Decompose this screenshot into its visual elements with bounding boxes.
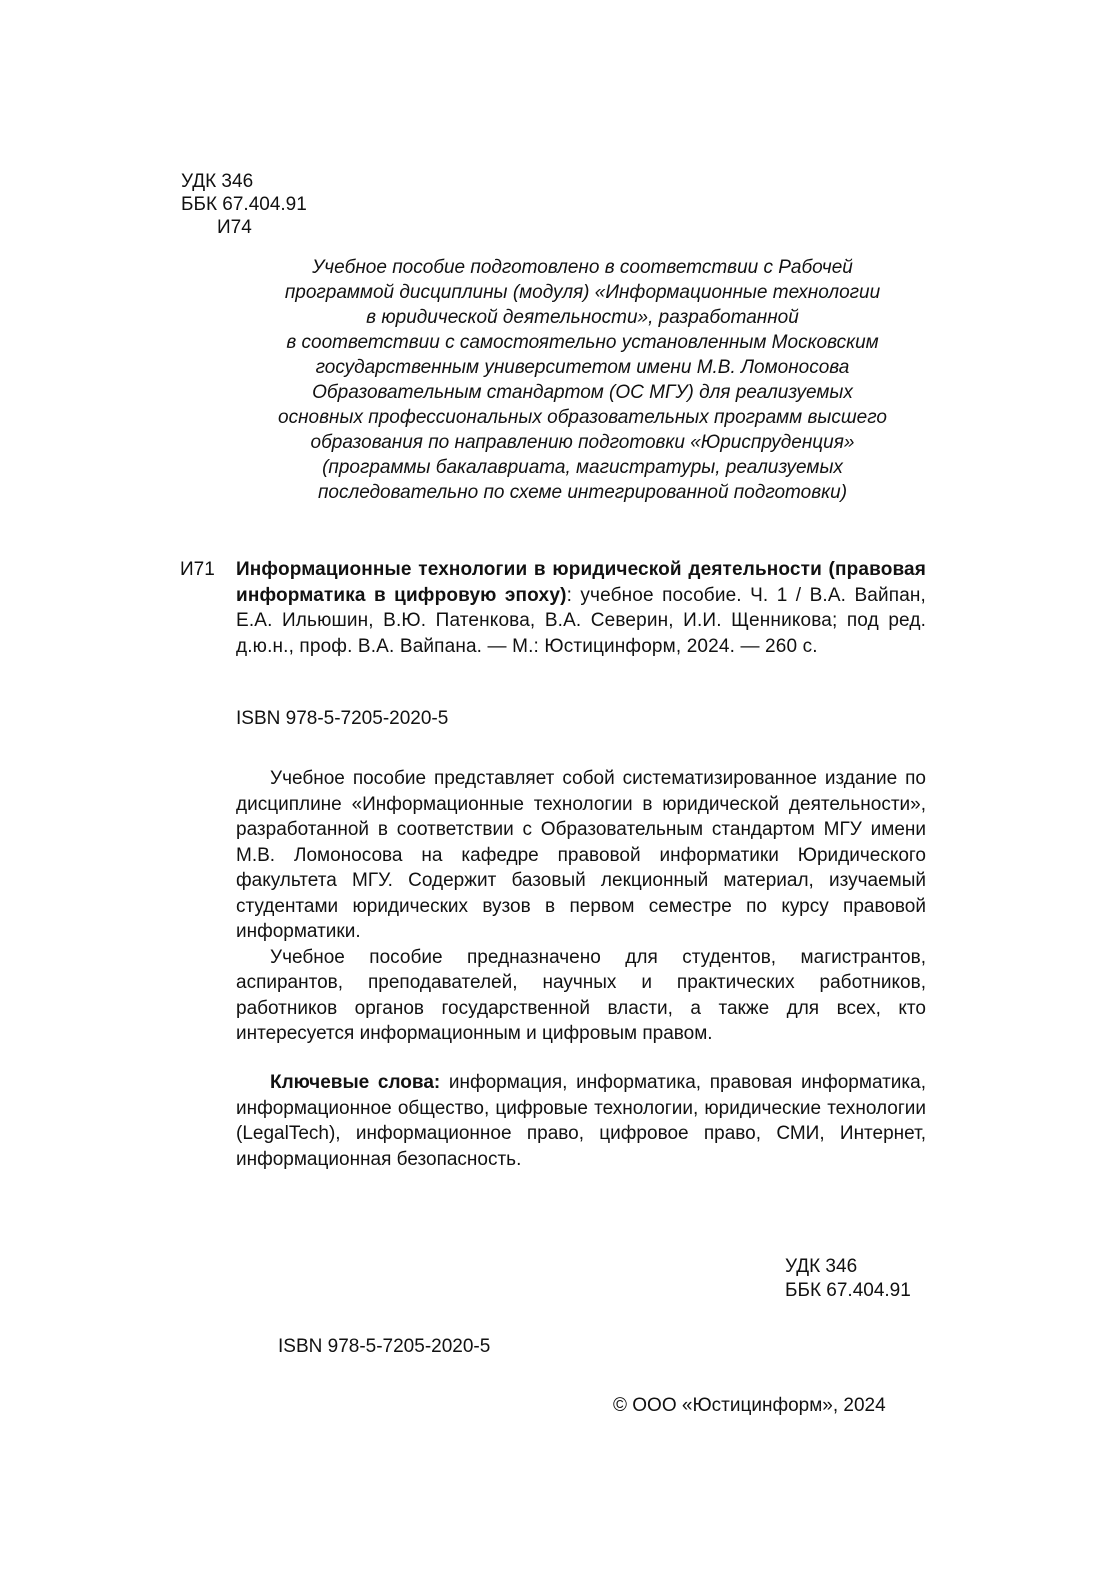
approval-line: (программы бакалавриата, магистратуры, реализуемых [322, 457, 843, 478]
footer-isbn: ISBN 978-5-7205-2020-5 [278, 1336, 491, 1357]
approval-line: образования по направлению подготовки «Юриспруденция» [310, 432, 855, 453]
approval-line: программой дисциплины (модуля) «Информационные технологии [284, 282, 881, 303]
bbk-code: ББК 67.404.91 [181, 194, 307, 215]
author-mark: И74 [217, 217, 252, 238]
approval-line: в соответствии с самостоятельно установленным Московским [286, 332, 879, 353]
udk-code: УДК 346 [181, 171, 254, 192]
approval-notice [240, 255, 925, 505]
annotation-paragraph: Учебное пособие предназначено для студентов, магистрантов, аспирантов, преподавателей, научных и практических работников, работников органов государственной власти, а также для всех, кто интересуется информационным и цифровым правом. [236, 946, 926, 1044]
approval-line: государственным университетом имени М.В. Ломоносова [315, 357, 850, 378]
approval-line: Образовательным стандартом (ОС МГУ) для реализуемых [312, 382, 853, 403]
approval-line: основных профессиональных образовательных программ высшего [278, 407, 887, 428]
bibliographic-details: : учебное пособие. Ч. 1 / В.А. Вайпан, Е.А. Ильюшин, В.Ю. Патенкова, В.А. Северин, И.И. Щенникова; под ред. д.ю.н., проф. В.А. Вайпана. — М.: Юстицинформ, 2024. — 260 с. [236, 584, 926, 657]
bibliography-mark: И71 [180, 559, 215, 580]
classification-codes [181, 170, 307, 239]
approval-line: последовательно по схеме интегрированной подготовки) [317, 482, 848, 503]
keywords-text: информация, информатика, правовая информатика, информационное общество, цифровые технологии, юридические технологии (LegalTech), информационное право, цифровое право, СМИ, Интернет, информационная безопасность. [236, 1072, 926, 1170]
approval-line: в юридической деятельности», разработанной [366, 307, 799, 328]
keywords-label: Ключевые слова: [270, 1072, 441, 1093]
annotation-paragraph: Учебное пособие представляет собой систематизированное издание по дисциплине «Информационные технологии в юридической деятельности», разработанной в соответствии с Образовательным стандартом МГУ имени М.В. Ломоносова на кафедре правовой информатики Юридического факультета МГУ. Содержит базовый лекционный материал, изучаемый студентами юридических вузов в первом семестре по курсу правовой информатики. [236, 768, 926, 942]
footer-udk-code: УДК 346 [785, 1256, 858, 1277]
bibliographic-record [236, 557, 926, 659]
footer-classification-codes [785, 1255, 911, 1303]
keywords [236, 1070, 926, 1172]
approval-line: Учебное пособие подготовлено в соответствии с Рабочей [312, 257, 853, 278]
annotation [236, 766, 926, 1047]
book-title: Информационные технологии в юридической деятельности (правовая информатика в цифровую эпоху) [236, 559, 926, 606]
copyright: © ООО «Юстицинформ», 2024 [613, 1395, 886, 1416]
isbn: ISBN 978-5-7205-2020-5 [236, 708, 449, 729]
footer-bbk-code: ББК 67.404.91 [785, 1280, 911, 1301]
